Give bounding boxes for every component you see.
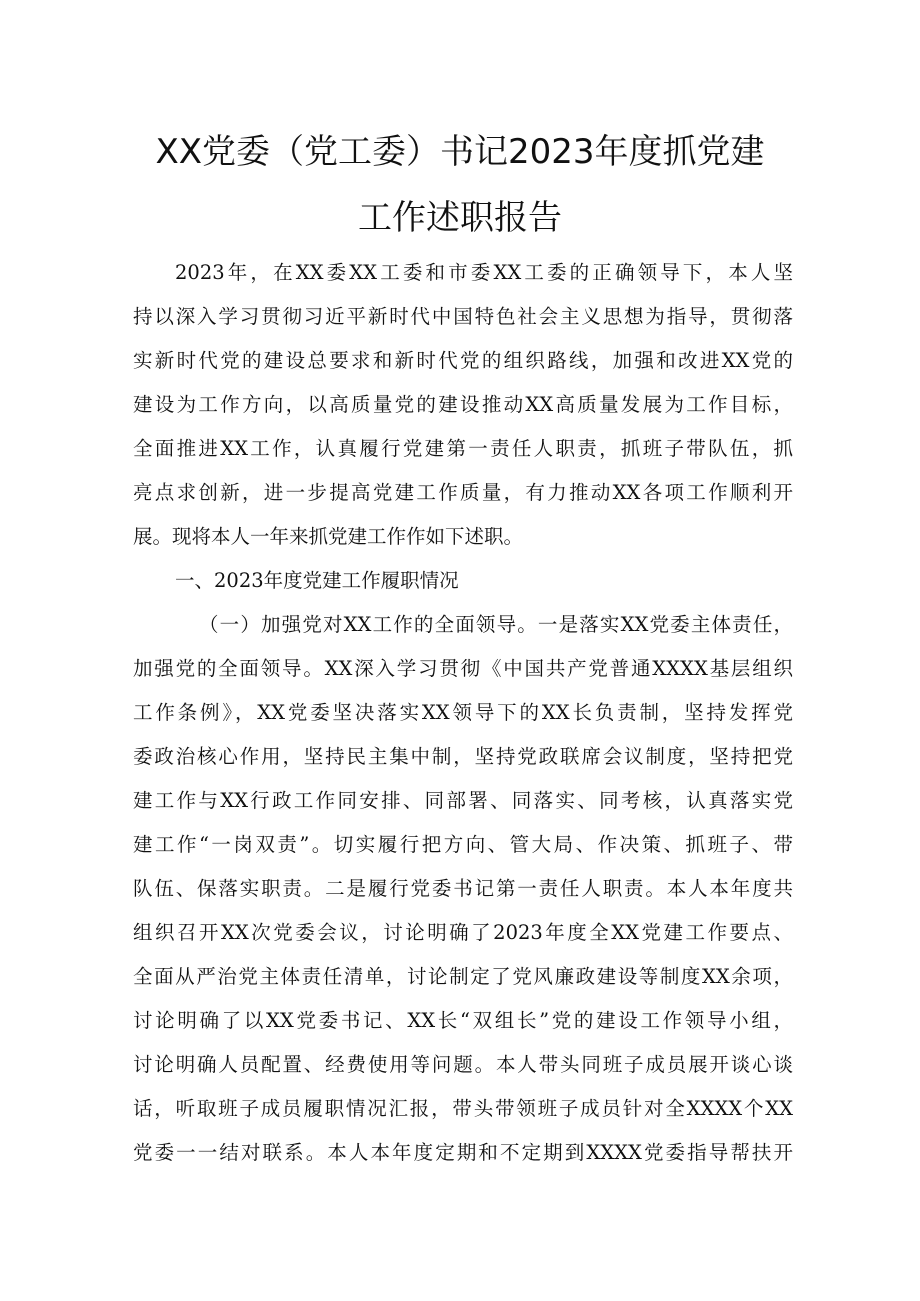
paragraph-line: （一）加强党对XX工作的全面领导。一是落实XX党委主体责任， — [199, 613, 793, 636]
paragraph-line: 组织召开XX次党委会议，讨论明确了2023年度全XX党建工作要点、 — [133, 921, 793, 944]
paragraph-line: 讨论明确人员配置、经费使用等问题。本人带头同班子成员展开谈心谈 — [133, 1053, 793, 1076]
paragraph-line: 党委一一结对联系。本人本年度定期和不定期到XXXX党委指导帮扶开 — [133, 1141, 793, 1164]
paragraph-line: 委政治核心作用，坚持民主集中制，坚持党政联席会议制度，坚持把党 — [133, 745, 793, 768]
paragraph-line: 全面推进XX工作，认真履行党建第一责任人职责，抓班子带队伍，抓 — [133, 437, 793, 460]
paragraph-line: 建工作与XX行政工作同安排、同部署、同落实、同考核，认真落实党 — [133, 789, 793, 812]
paragraph-line: 话，听取班子成员履职情况汇报，带头带领班子成员针对全XXXX个XX — [133, 1097, 793, 1120]
paragraph-line: 建工作“一岗双责”。切实履行把方向、管大局、作决策、抓班子、带 — [133, 833, 793, 856]
paragraph-line: 建设为工作方向，以高质量党的建设推动XX高质量发展为工作目标， — [133, 393, 793, 416]
paragraph-line: 工作条例》，XX党委坚决落实XX领导下的XX长负责制，坚持发挥党 — [133, 701, 793, 724]
paragraph-line: 持以深入学习贯彻习近平新时代中国特色社会主义思想为指导，贯彻落 — [133, 305, 793, 328]
document-title-line-1: XX党委（党工委）书记2023年度抓党建 — [155, 132, 765, 172]
paragraph-line: 亮点求创新，进一步提高党建工作质量，有力推动XX各项工作顺利开 — [133, 481, 793, 504]
paragraph-line: 实新时代党的建设总要求和新时代党的组织路线，加强和改进XX党的 — [133, 349, 793, 372]
paragraph-line: 讨论明确了以XX党委书记、XX长“双组长”党的建设工作领导小组， — [133, 1009, 793, 1032]
paragraph-line: 加强党的全面领导。XX深入学习贯彻《中国共产党普通XXXX基层组织 — [133, 657, 793, 680]
paragraph-line: 2023年，在XX委XX工委和市委XX工委的正确领导下，本人坚 — [175, 261, 793, 284]
paragraph-line: 队伍、保落实职责。二是履行党委书记第一责任人职责。本人本年度共 — [133, 877, 793, 900]
section-heading: 一、2023年度党建工作履职情况 — [175, 569, 459, 592]
paragraph-line: 展。现将本人一年来抓党建工作作如下述职。 — [133, 525, 524, 548]
paragraph-line: 全面从严治党主体责任清单，讨论制定了党风廉政建设等制度XX余项， — [133, 965, 793, 988]
document-title-line-2: 工作述职报告 — [358, 198, 562, 238]
